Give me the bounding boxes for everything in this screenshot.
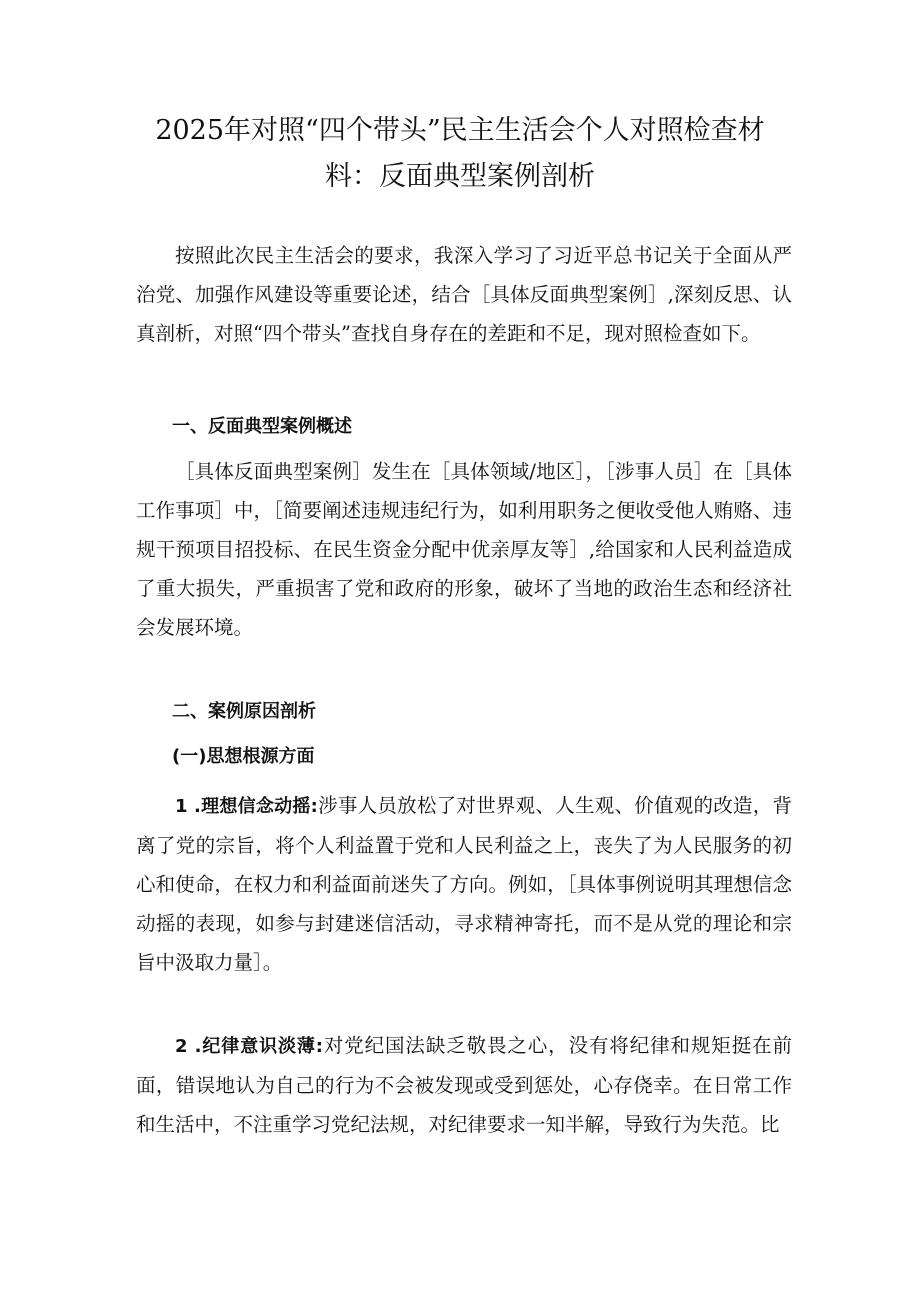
title-line-2: 料：反面典型案例剖析 — [325, 161, 595, 192]
section-2-heading: 二、案例原因剖析 — [172, 701, 316, 722]
item-1-lead: 1 .理想信念动摇: — [175, 796, 318, 817]
subsection-1-heading: (一)思想根源方面 — [172, 746, 315, 767]
title-line-1: 2025年对照“四个带头”民主生活会个人对照检查材 — [155, 115, 765, 146]
document-title — [120, 108, 800, 200]
item-1-body: 涉事人员放松了对世界观、人生观、价值观的改造，背离了党的宗旨，将个人利益置于党和人民利益之上，丧失了为人民服务的初心和使命，在权力和利益面前迷失了方向。例如，［具体事例说明其理想信念动摇的表现，如参与封建迷信活动，寻求精神寄托，而不是从党的理论和宗旨中汲取力量］。 — [136, 794, 792, 974]
item-1-paragraph — [136, 786, 792, 982]
section-1-heading: 一、反面典型案例概述 — [172, 416, 352, 437]
intro-paragraph: 按照此次民主生活会的要求，我深入学习了习近平总书记关于全面从严治党、加强作风建设等重要论述，结合［具体反面典型案例］,深刻反思、认真剖析，对照“四个带头”查找自身存在的差距和不足，现对照检查如下。 — [136, 244, 792, 345]
item-2-lead: 2 .纪律意识淡薄: — [175, 1036, 323, 1057]
section-1-paragraph: ［具体反面典型案例］发生在［具体领域/地区］，［涉事人员］在［具体工作事项］中，［简要阐述违规违纪行为，如利用职务之便收受他人贿赂、违规干预项目招投标、在民生资金分配中优亲厚友等］,给国家和人民利益造成了重大损失，严重损害了党和政府的形象，破坏了当地的政治生态和经济社会发展环境。 — [136, 460, 792, 639]
item-2-body: 对党纪国法缺乏敬畏之心，没有将纪律和规矩挺在前面，错误地认为自己的行为不会被发现或受到惩处，心存侥幸。在日常工作和生活中，不注重学习党纪法规，对纪律要求一知半解，导致行为失范。比 — [136, 1034, 792, 1136]
item-2-paragraph — [136, 1026, 792, 1144]
